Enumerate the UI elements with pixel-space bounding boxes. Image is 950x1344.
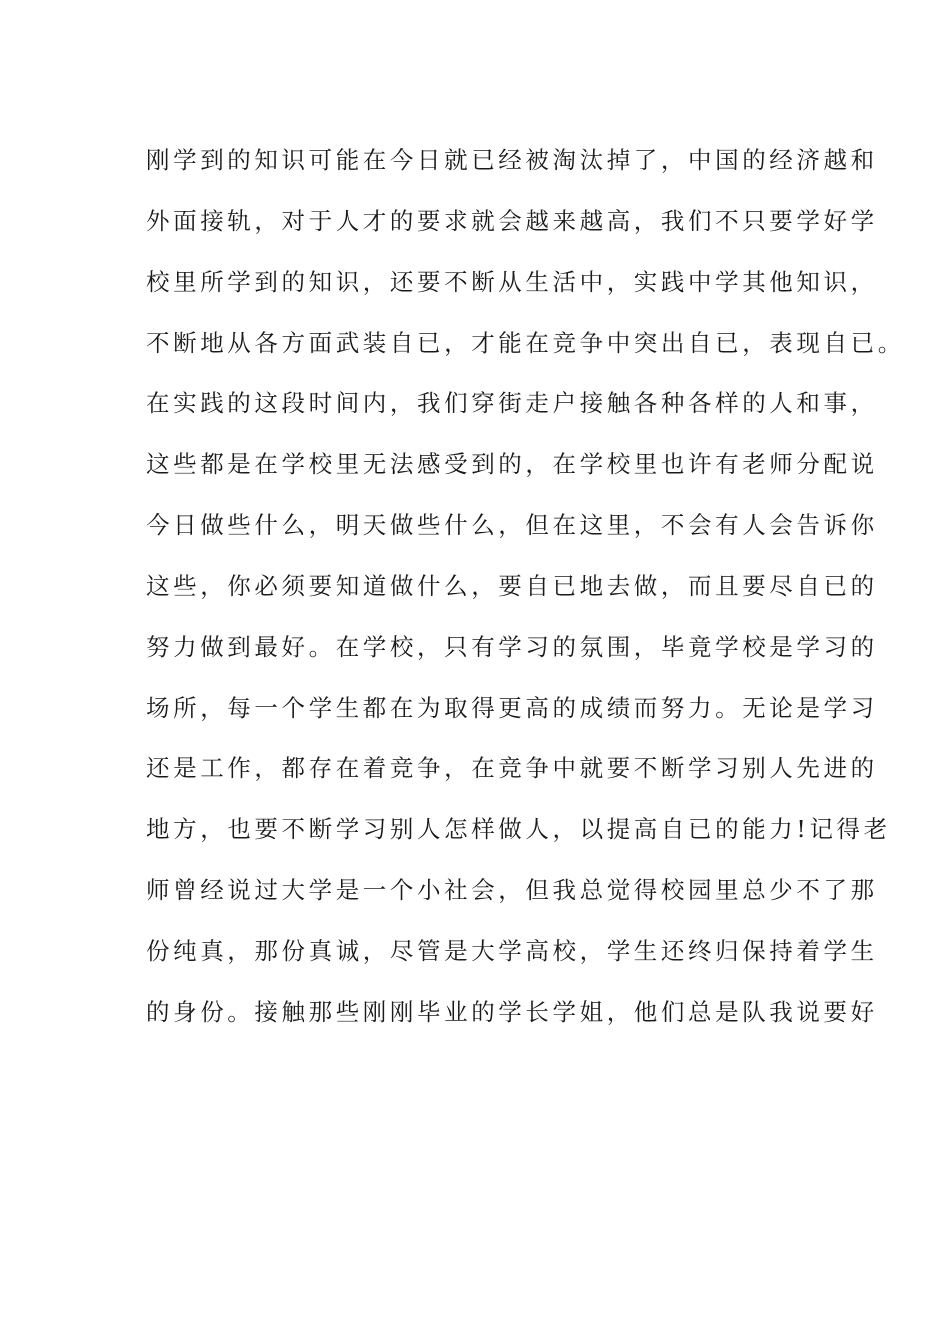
- text-line-1: 刚学到的知识可能在今日就已经被淘汰掉了，中国的经济越和: [146, 146, 878, 174]
- text-line-4: 不断地从各方面武装自已，才能在竞争中突出自已，表现自已。: [146, 328, 905, 357]
- text-line-9: 努力做到最好。在学校，只有学习的氛围，毕竟学校是学习的: [146, 632, 878, 661]
- text-line-6: 这些都是在学校里无法感受到的，在学校里也许有老师分配说: [146, 450, 878, 479]
- text-line-2: 外面接轨，对于人才的要求就会越来越高，我们不只要学好学: [146, 206, 878, 235]
- text-line-11: 还是工作，都存在着竞争，在竞争中就要不断学习别人先进的: [146, 754, 878, 783]
- text-line-5: 在实践的这段时间内，我们穿街走户接触各种各样的人和事，: [146, 389, 878, 418]
- body-text: [146, 130, 905, 1043]
- text-line-12: 地方，也要不断学习别人怎样做人，以提高自已的能力!记得老: [146, 815, 891, 844]
- text-line-14: 份纯真，那份真诚，尽管是大学高校，学生还终归保持着学生: [146, 936, 878, 965]
- text-line-10: 场所，每一个学生都在为取得更高的成绩而努力。无论是学习: [146, 693, 878, 722]
- text-line-8: 这些，你必须要知道做什么，要自已地去做，而且要尽自已的: [146, 571, 878, 600]
- text-line-15: 的身份。接触那些刚刚毕业的学长学姐，他们总是队我说要好: [146, 997, 878, 1026]
- text-line-3: 校里所学到的知识，还要不断从生活中，实践中学其他知识，: [146, 267, 878, 296]
- text-line-13: 师曾经说过大学是一个小社会，但我总觉得校园里总少不了那: [146, 876, 878, 905]
- text-line-7: 今日做些什么，明天做些什么，但在这里，不会有人会告诉你: [146, 511, 878, 540]
